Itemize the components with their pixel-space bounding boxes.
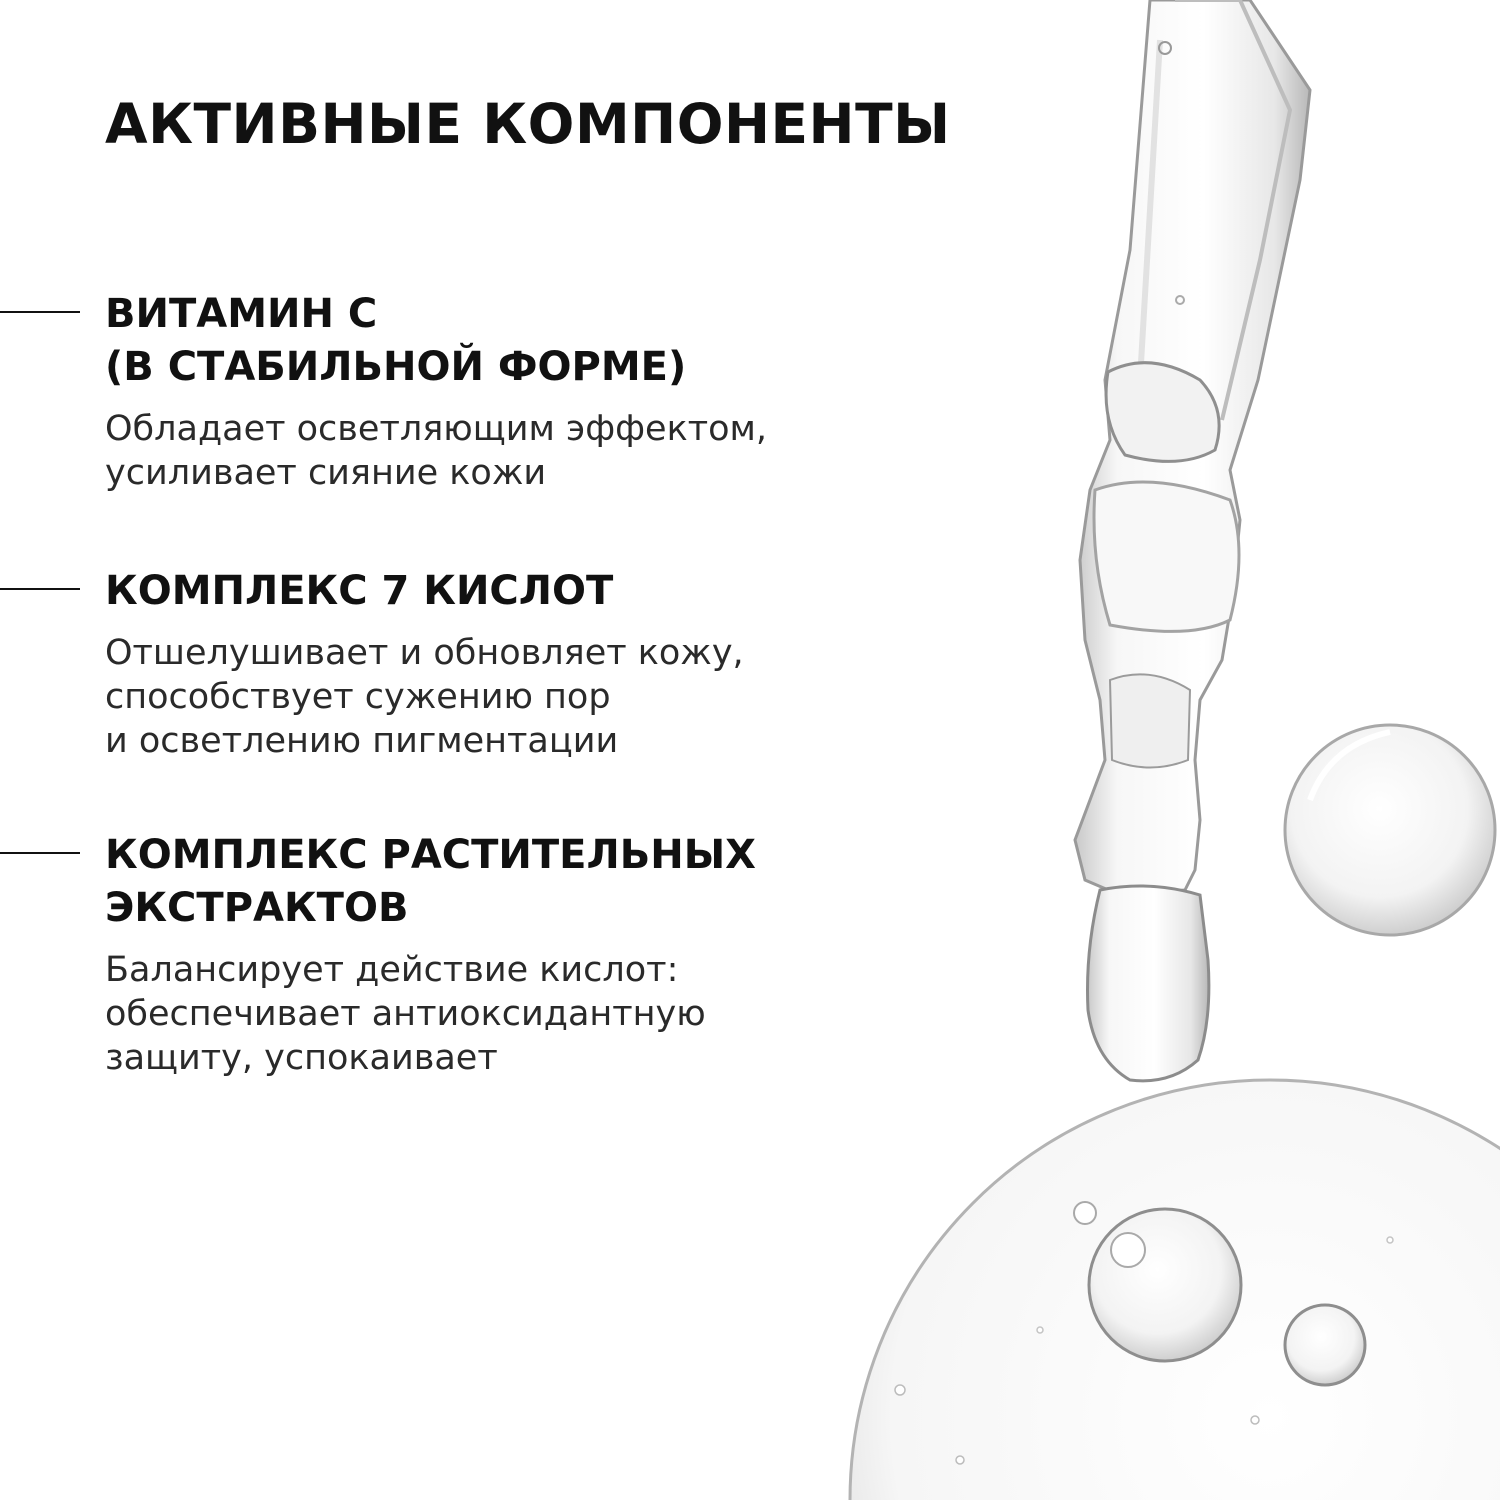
divider-line (0, 311, 80, 313)
ingredient-plant-extracts (0, 829, 900, 1080)
ingredient-description-line: и осветлению пигментации (105, 721, 619, 761)
divider-line (0, 588, 80, 590)
ingredient-description-line: усиливает сияние кожи (105, 453, 547, 493)
ingredient-name-line: ВИТАМИН С (105, 291, 378, 337)
ingredient-description-line: защиту, успокаивает (105, 1038, 498, 1078)
drop-icon (1088, 886, 1209, 1081)
ingredient-name-line: ЭКСТРАКТОВ (105, 885, 409, 931)
ingredient-description (105, 631, 900, 763)
ingredient-name-line: КОМПЛЕКС 7 КИСЛОТ (105, 568, 614, 614)
ingredient-acid-complex (0, 565, 900, 763)
divider-line (0, 852, 80, 854)
pipette-icon (1075, 0, 1310, 895)
ingredient-name (105, 829, 900, 935)
page-title: АКТИВНЫЕ КОМПОНЕНТЫ (105, 92, 951, 156)
ingredient-description-line: способствует сужению пор (105, 677, 611, 717)
ingredient-description-line: Отшелушивает и обновляет кожу, (105, 633, 744, 673)
ingredient-name (105, 288, 900, 394)
ingredient-description (105, 407, 900, 495)
ingredient-name-line: КОМПЛЕКС РАСТИТЕЛЬНЫХ (105, 832, 756, 878)
ingredient-vitamin-c (0, 288, 900, 495)
ingredient-description-line: Обладает осветляющим эффектом, (105, 409, 768, 449)
ingredient-name (105, 565, 900, 618)
serum-pool-icon (850, 1080, 1500, 1500)
ingredient-description (105, 948, 900, 1080)
ingredient-description-line: Балансирует действие кислот: (105, 950, 679, 990)
ingredient-description-line: обеспечивает антиоксидантную (105, 994, 706, 1034)
ingredient-name-line: (В СТАБИЛЬНОЙ ФОРМЕ) (105, 344, 687, 390)
bubble-icon (1285, 725, 1495, 935)
